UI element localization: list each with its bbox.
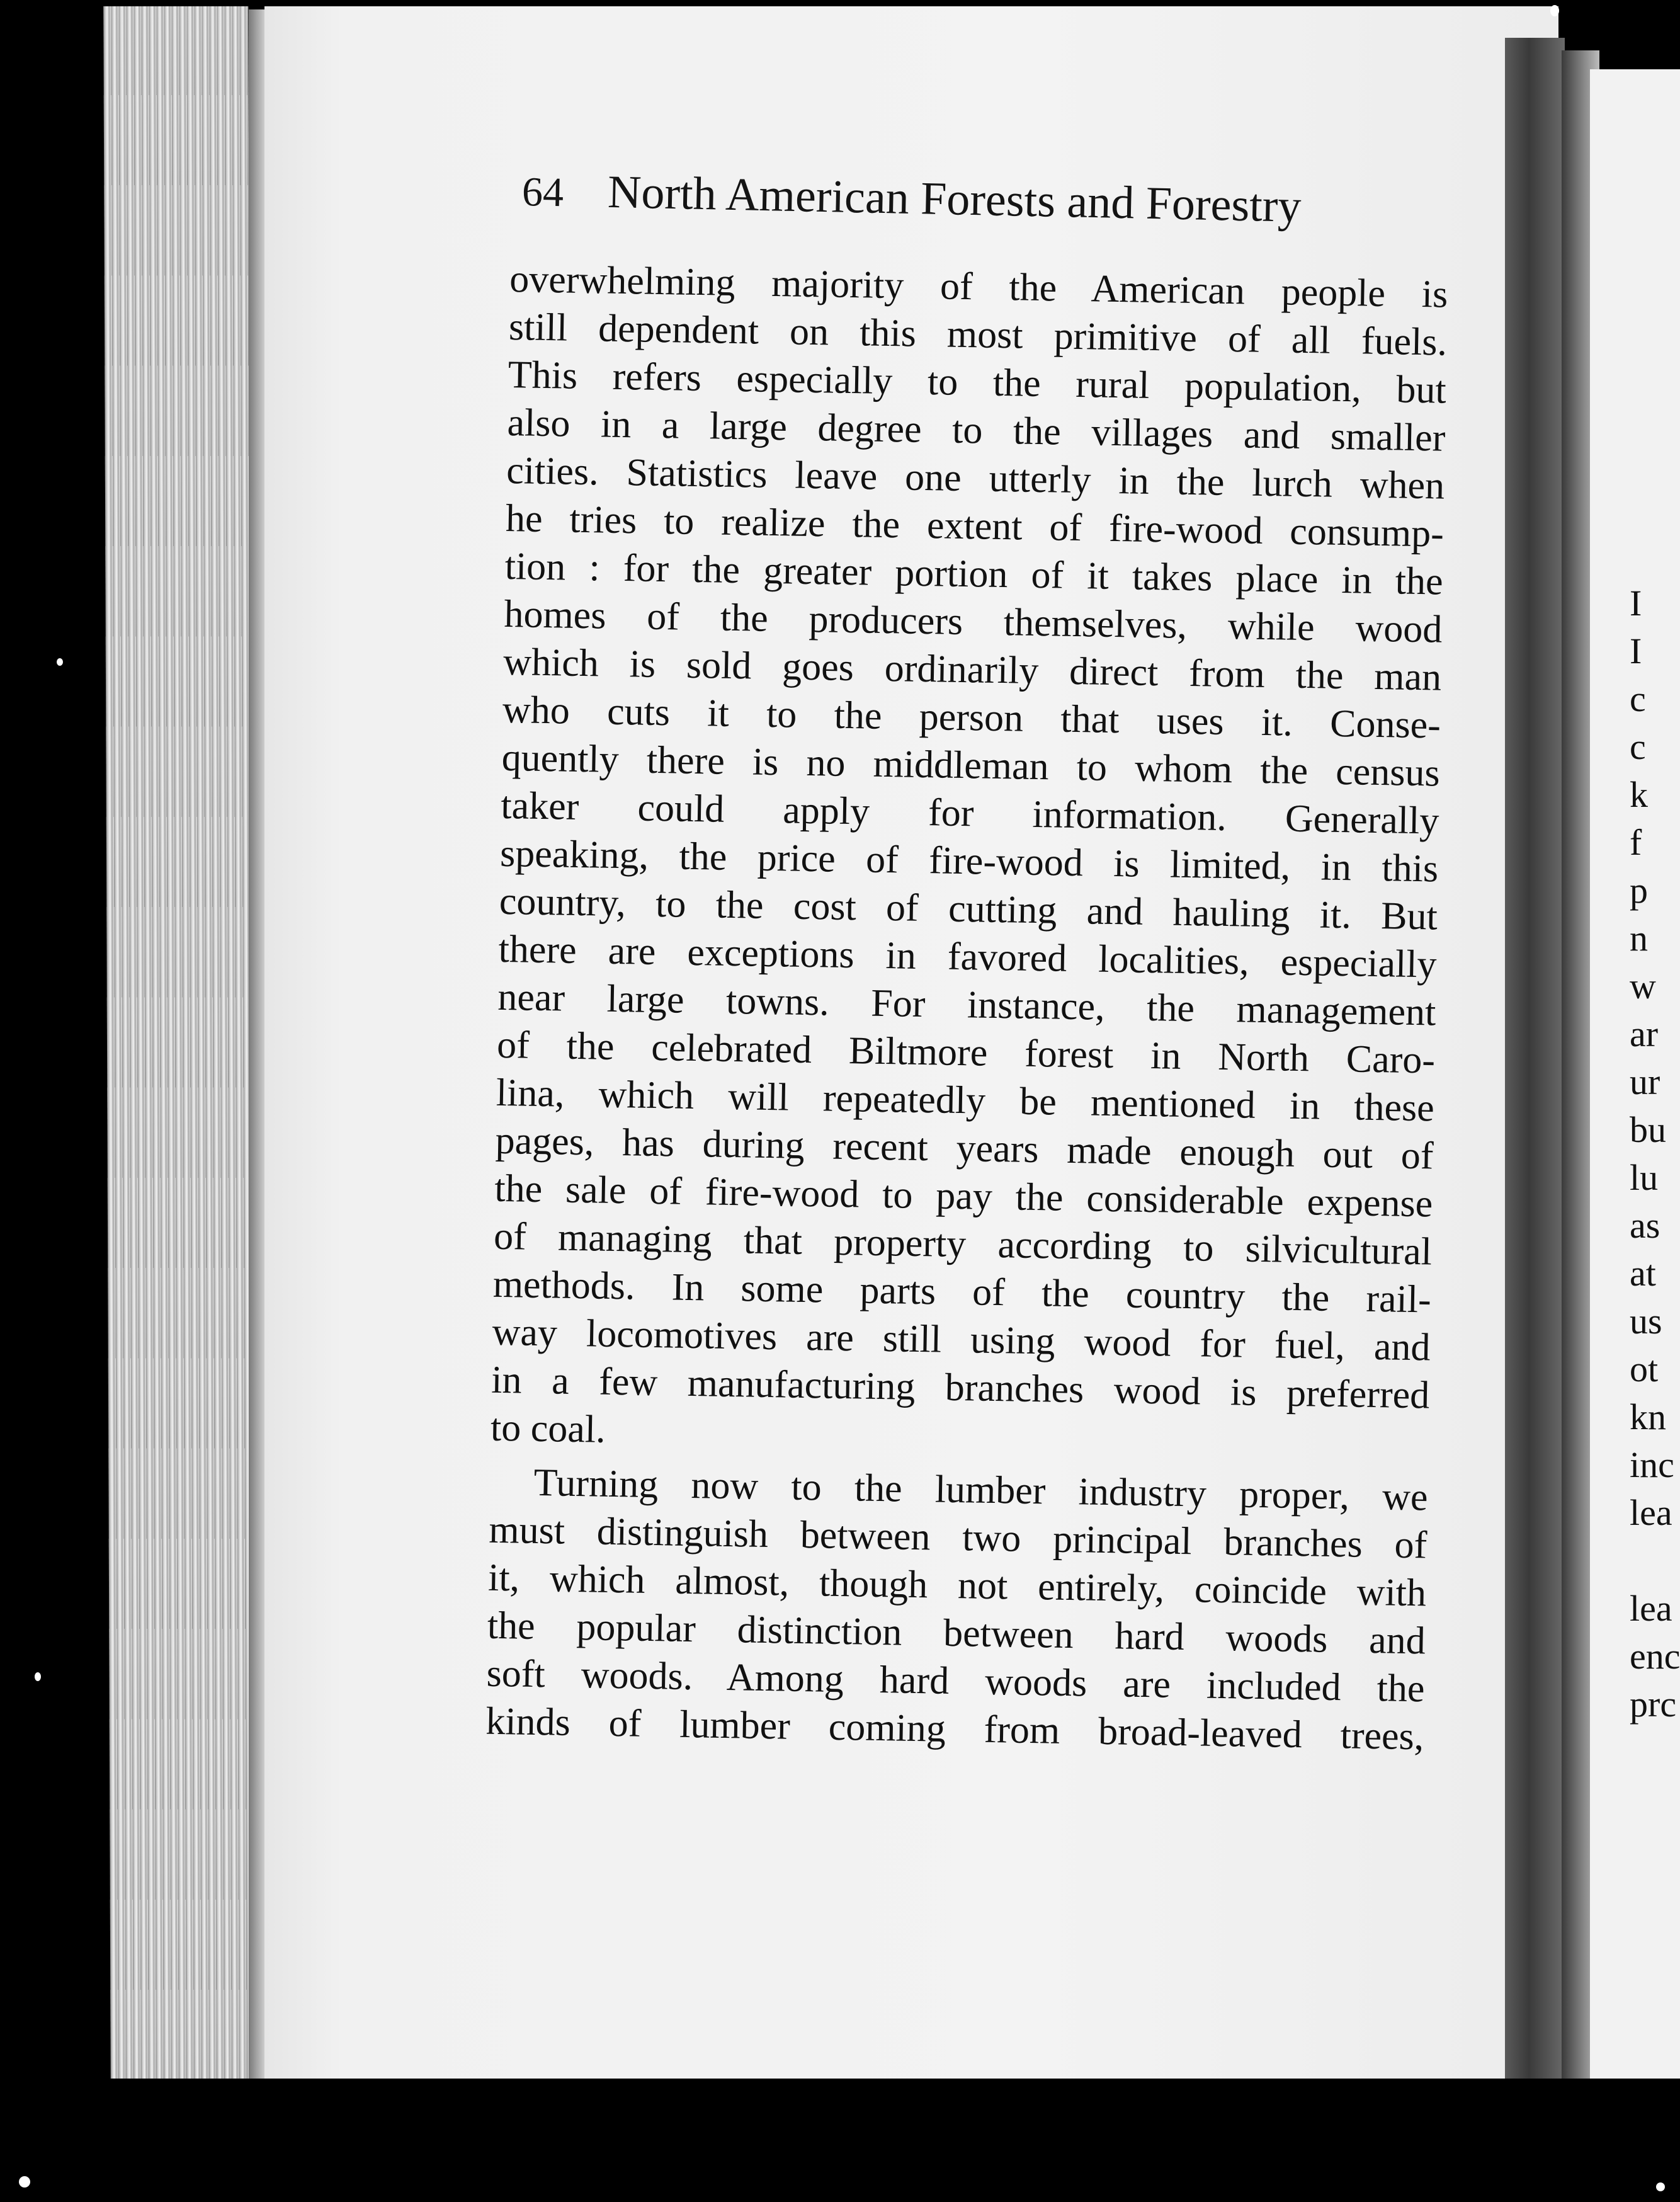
text-line: country, to the cost of cutting and hauling it. But [499,879,1438,938]
text-line: must distinguish between two principal branches of [488,1508,1427,1567]
dust-speck [19,2176,30,2188]
facing-page-text [1630,579,1680,1728]
body-text [485,255,1448,1760]
facing-fragment: I [1630,583,1642,624]
facing-fragment: enc [1630,1636,1680,1677]
facing-fragment: p [1630,870,1648,911]
dust-speck [1550,5,1559,16]
facing-fragment: n [1630,918,1648,959]
page-number: 64 [521,168,564,216]
text-line: of the celebrated Biltmore forest in North Caro- [496,1023,1436,1082]
facing-fragment: inc [1630,1444,1674,1485]
text-line: of managing that property according to silvicultural [493,1214,1433,1274]
text-line: he tries to realize the extent of fire-wood consump- [505,496,1444,556]
facing-fragment: k [1630,774,1648,815]
running-title: North American Forests and Forestry [607,166,1302,232]
text-line: there are exceptions in favored localities, especially [498,927,1438,986]
page-edges [103,6,255,2079]
facing-fragment: I [1630,630,1642,671]
dust-speck [1656,2182,1665,2191]
facing-fragment: lea [1630,1588,1672,1629]
text-line: kinds of lumber coming from broad-leaved trees, [485,1699,1424,1759]
facing-fragment [1630,1537,1680,1585]
text-line: methods. In some parts of the country the rail- [492,1262,1432,1321]
text-line: overwhelming majority of the American people is [509,257,1448,316]
text-line: which is sold goes ordinarily direct from the man [502,640,1442,699]
facing-fragment: ot [1630,1349,1659,1389]
facing-fragment: ar [1630,1013,1659,1054]
scan-border [0,2079,1680,2202]
facing-fragment: lu [1630,1157,1659,1198]
facing-fragment: lea [1630,1492,1672,1533]
text-line: who cuts it to the person that uses it. Conse- [502,688,1441,747]
text-line: speaking, the price of fire-wood is limited, in this [499,831,1439,891]
facing-fragment: f [1630,822,1642,863]
text-line: tion : for the greater portion of it takes place in the [504,544,1444,603]
text-line: the popular distinction between hard woods and [487,1604,1426,1663]
text-line: still dependent on this most primitive of all fuels. [508,305,1448,364]
facing-fragment: c [1630,678,1646,719]
text-line: homes of the producers themselves, while wood [503,592,1443,651]
facing-fragment: us [1630,1301,1662,1342]
facing-fragment: ur [1630,1061,1660,1102]
text-line: in a few manufacturing branches wood is preferred [491,1358,1430,1417]
text-line: soft woods. Among hard woods are included the [486,1652,1426,1711]
text-line: pages, has during recent years made enough out of [495,1119,1434,1178]
text-line: the sale of fire-wood to pay the considerable expense [494,1167,1433,1226]
facing-fragment: prc [1630,1684,1677,1725]
facing-fragment: kn [1630,1396,1666,1437]
text-line: This refers especially to the rural population, but [508,353,1447,412]
facing-fragment: bu [1630,1109,1666,1150]
text-line: lina, which will repeatedly be mentioned in these [496,1071,1435,1130]
gutter-shadow [1505,38,1565,2079]
facing-fragment: c [1630,726,1646,767]
facing-fragment: at [1630,1253,1656,1294]
text-line: way locomotives are still using wood for fuel, and [492,1310,1431,1369]
text-line: also in a large degree to the villages and smaller [507,401,1446,460]
dust-speck [35,1672,41,1681]
dust-speck [57,658,63,666]
text-line: near large towns. For instance, the management [497,975,1436,1034]
text-line: taker could apply for information. Generally [500,784,1439,843]
text-line: cities. Statistics leave one utterly in the lurch when [506,448,1445,508]
text-line: it, which almost, though not entirely, coincide with [487,1556,1427,1615]
text-line: to coal. [490,1406,606,1451]
text-line: quently there is no middleman to whom the census [501,736,1441,795]
text-line: Turning now to the lumber industry proper, we [533,1461,1429,1519]
facing-fragment: as [1630,1205,1660,1246]
facing-fragment: w [1630,966,1656,1007]
